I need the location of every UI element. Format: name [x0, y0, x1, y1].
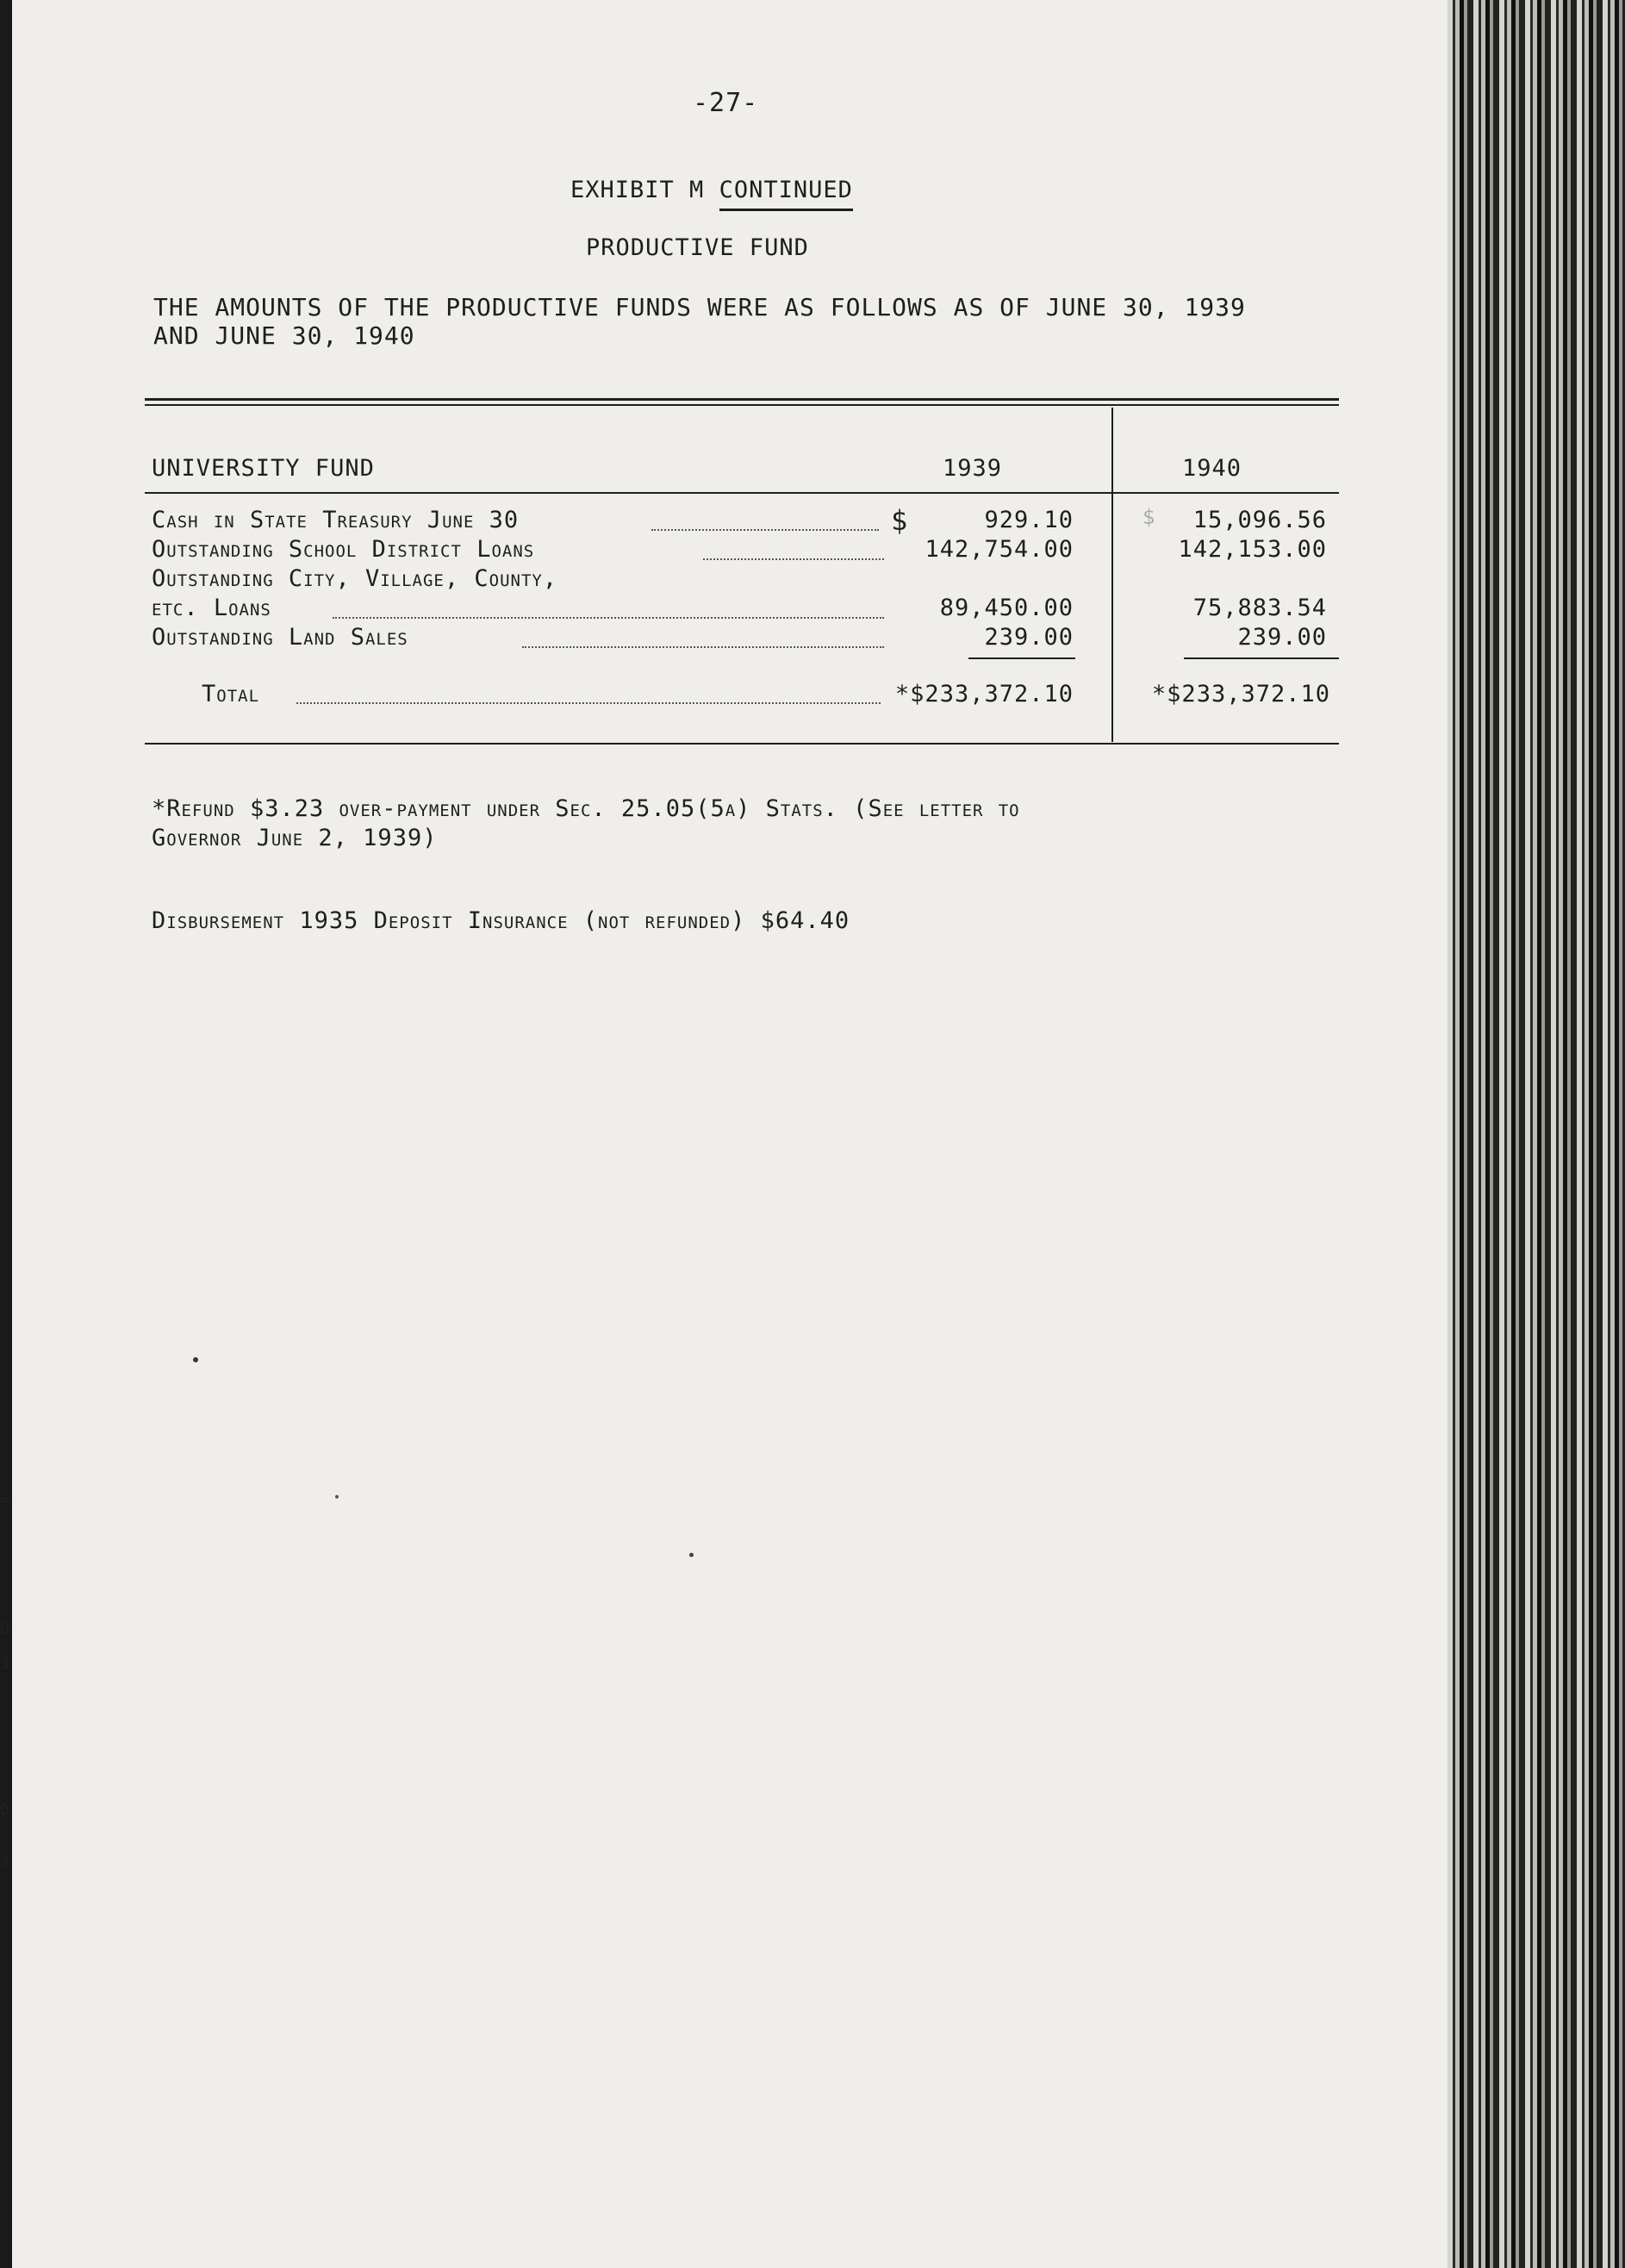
total-label: Total [202, 681, 260, 707]
footnote-line-1: *Refund $3.23 over-payment under Sec. 25.05(5a) Stats. (See letter to [152, 795, 1020, 822]
school-loans-1940: 142,153.00 [1178, 536, 1327, 563]
row-label-cash: Cash in State Treasury June 30 [152, 507, 520, 533]
city-loans-1940: 75,883.54 [1192, 595, 1327, 621]
exhibit-label [570, 177, 853, 203]
section-title: PRODUCTIVE FUND [586, 234, 809, 261]
cash-1939: 929.10 [984, 507, 1074, 533]
row-label-city-loans: Outstanding City, Village, County, [152, 565, 558, 592]
row-label-city-loans-2: etc. Loans [152, 595, 271, 621]
left-margin-marks [0, 1491, 12, 1922]
table-top-rule-2 [145, 404, 1339, 406]
dollar-sign-1939: $ [891, 504, 909, 537]
table-top-rule [145, 398, 1339, 401]
margin-mark: 3 [0, 1654, 9, 1673]
intro-line-1: THE AMOUNTS OF THE PRODUCTIVE FUNDS WERE AS FOLLOWS AS OF JUNE 30, 1939 [153, 293, 1246, 321]
dollar-sign-1940: $ [1142, 505, 1156, 529]
speck [335, 1495, 339, 1498]
land-sales-1939: 239.00 [984, 624, 1074, 651]
cash-1940: 15,096.56 [1192, 507, 1327, 533]
speck [689, 1553, 694, 1557]
header-rule [145, 492, 1339, 494]
row-label-land-sales: Outstanding Land Sales [152, 624, 408, 651]
leader-dots [333, 617, 884, 619]
leader-dots [651, 529, 879, 531]
table-bottom-rule [145, 743, 1339, 745]
row-label-school-loans: Outstanding School District Loans [152, 536, 535, 563]
total-1940: *$233,372.10 [1151, 681, 1330, 707]
sum-rule-1939 [968, 657, 1075, 659]
exhibit-prefix: EXHIBIT M [570, 177, 705, 203]
column-divider [1111, 408, 1113, 742]
exhibit-continued: CONTINUED [719, 177, 853, 211]
leader-dots [296, 702, 881, 704]
intro-line-2: AND JUNE 30, 1940 [153, 321, 415, 350]
leader-dots [703, 558, 884, 560]
table-header-label: UNIVERSITY FUND [152, 455, 375, 482]
margin-mark: 3 [0, 1853, 9, 1871]
margin-mark: 0 [0, 1620, 9, 1638]
footnote-line-2: Governor June 2, 1939) [152, 825, 438, 851]
total-1939: *$233,372.10 [894, 681, 1074, 707]
table-header-1939: 1939 [943, 455, 1003, 482]
disbursement-note: Disbursement 1935 Deposit Insurance (not refunded) $64.40 [152, 907, 850, 934]
page-binding-edge [0, 0, 12, 2268]
margin-mark: = [0, 1491, 9, 1509]
city-loans-1939: 89,450.00 [939, 595, 1074, 621]
margin-mark: 0 [0, 1801, 9, 1819]
leader-dots [522, 646, 884, 648]
page-edges-stack [1448, 0, 1625, 2268]
table-header-1940: 1940 [1182, 455, 1242, 482]
speck [193, 1357, 198, 1362]
page-number: -27- [693, 88, 759, 118]
land-sales-1940: 239.00 [1237, 624, 1327, 651]
sum-rule-1940 [1184, 657, 1339, 659]
document-page [12, 0, 1477, 2268]
school-loans-1939: 142,754.00 [925, 536, 1074, 563]
